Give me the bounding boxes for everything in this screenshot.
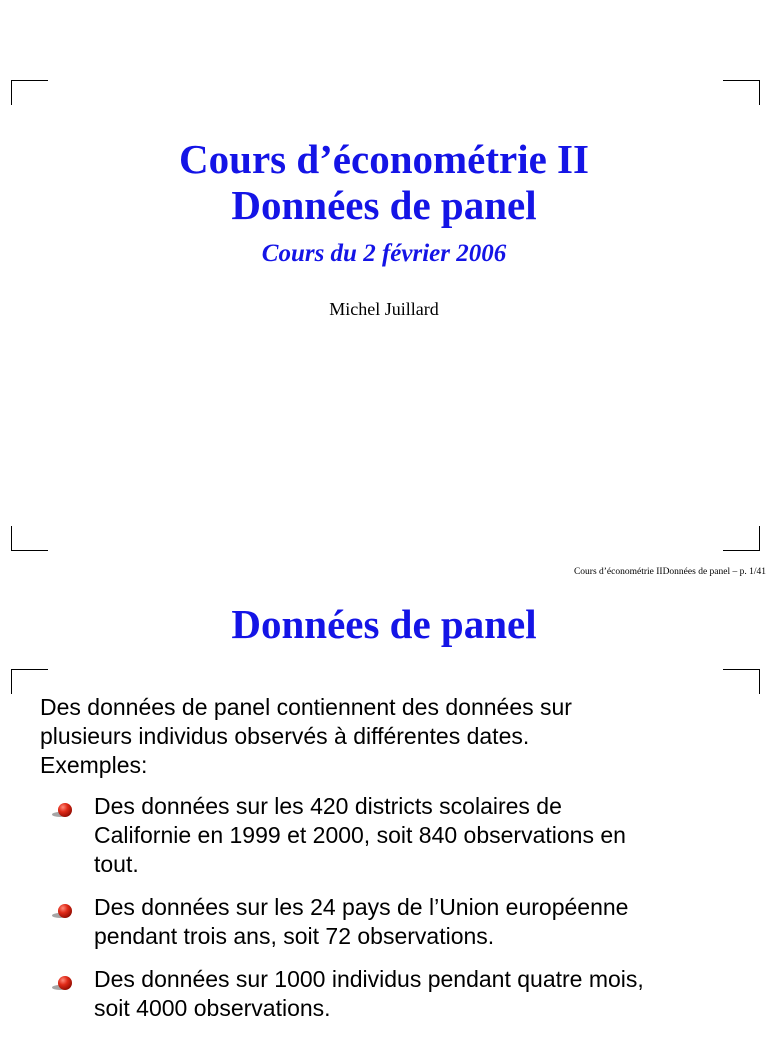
example-list — [40, 792, 740, 1037]
list-item-line: pendant trois ans, soit 72 observations. — [94, 923, 495, 949]
list-item-line: soit 4000 observations. — [94, 995, 331, 1021]
crop-mark-top-right — [723, 80, 760, 105]
slide2-intro — [40, 693, 740, 780]
intro-line3: Exemples: — [40, 752, 148, 778]
intro-line2: plusieurs individus observés à différentes dates. — [40, 723, 530, 749]
crop-mark-bottom-left — [11, 526, 48, 551]
slide1-title-line2: Données de panel — [231, 182, 537, 228]
bullet-ball-icon — [58, 803, 72, 817]
bullet-ball-icon — [58, 976, 72, 990]
slide1-author: Michel Juillard — [329, 299, 439, 319]
slide1-title — [0, 136, 768, 228]
list-item-line: Des données sur les 24 pays de l’Union européenne — [94, 894, 629, 920]
page-footer: Cours d’économétrie IIDonnées de panel – p. 1/41 — [573, 567, 766, 577]
crop-mark-top-left-2 — [11, 669, 48, 694]
bullet-ball-icon — [58, 904, 72, 918]
slide2-title: Données de panel — [231, 601, 537, 647]
crop-mark-top-right-2 — [723, 669, 760, 694]
slide1-title-line1: Cours d’économétrie II — [179, 136, 589, 182]
list-item — [40, 792, 740, 879]
intro-line1: Des données de panel contiennent des données sur — [40, 694, 572, 720]
crop-mark-top-left — [11, 80, 48, 105]
list-item-line: Des données sur les 420 districts scolaires de — [94, 793, 562, 819]
list-item-line: tout. — [94, 851, 139, 877]
list-item — [40, 893, 740, 951]
list-item-line: Des données sur 1000 individus pendant quatre mois, — [94, 966, 644, 992]
list-item-line: Californie en 1999 et 2000, soit 840 observations en — [94, 822, 626, 848]
crop-mark-bottom-right — [723, 526, 760, 551]
slide1-subtitle: Cours du 2 février 2006 — [261, 240, 507, 267]
list-item — [40, 965, 740, 1023]
